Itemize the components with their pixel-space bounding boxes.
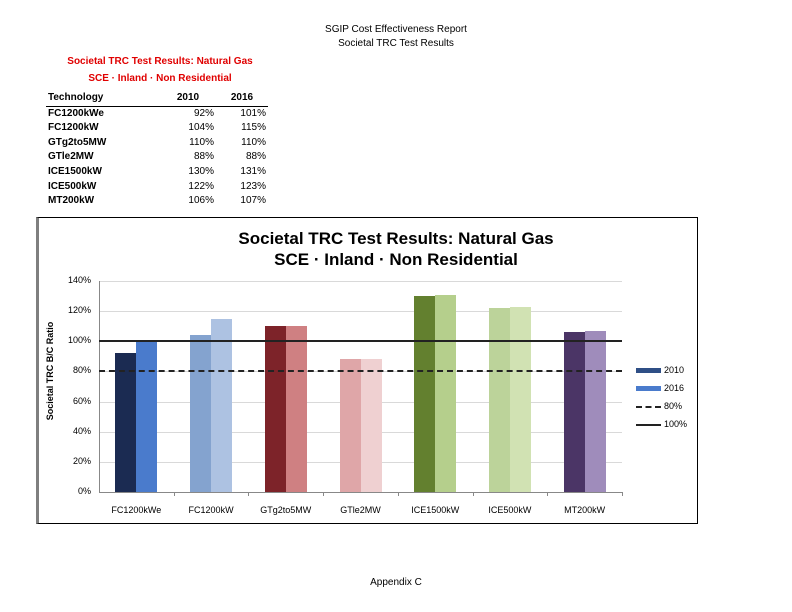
bar-2010-ICE500kW bbox=[489, 308, 510, 492]
technology-cell: GTle2MW bbox=[48, 151, 94, 163]
legend-item-2010 bbox=[636, 364, 684, 376]
value-2010-cell: 92% bbox=[193, 107, 214, 119]
x-tick bbox=[398, 492, 399, 496]
y-axis-label: Societal TRC B/C Ratio bbox=[45, 321, 55, 421]
value-2010-cell: 88% bbox=[193, 151, 214, 163]
bar-2016-GTg2to5MW bbox=[286, 326, 307, 492]
bar-2016-FC1200kW bbox=[211, 319, 232, 492]
bar-2010-GTle2MW bbox=[340, 359, 361, 492]
x-tick bbox=[248, 492, 249, 496]
legend-label: 2010 bbox=[664, 365, 685, 375]
chart-title: Societal TRC Test Results: Natural Gas bbox=[238, 229, 554, 248]
y-tick-label: 100% bbox=[67, 335, 91, 346]
legend-label: 100% bbox=[664, 419, 688, 429]
y-tick-label: 80% bbox=[72, 365, 91, 376]
bar-2016-GTle2MW bbox=[361, 359, 382, 492]
value-2016-cell: 131% bbox=[240, 165, 266, 177]
value-2016-cell: 123% bbox=[240, 180, 266, 192]
value-2016-cell: 101% bbox=[240, 107, 266, 119]
bar-2010-FC1200kW bbox=[190, 335, 211, 492]
table-header-row bbox=[46, 91, 268, 106]
bar-2016-FC1200kWe bbox=[136, 340, 157, 492]
x-tick bbox=[174, 492, 175, 496]
value-2016-cell: 107% bbox=[240, 195, 266, 207]
technology-cell: ICE500kW bbox=[48, 180, 97, 192]
legend-solid-line-icon bbox=[636, 424, 661, 426]
x-category-label: ICE1500kW bbox=[411, 505, 460, 515]
value-2010-cell: 122% bbox=[188, 180, 214, 192]
x-category-label: GTle2MW bbox=[340, 505, 381, 515]
table-row bbox=[46, 194, 268, 209]
table-row bbox=[46, 106, 268, 121]
table-row bbox=[46, 180, 268, 195]
reference-line-80pct bbox=[99, 370, 622, 372]
legend-item-2016 bbox=[636, 382, 684, 394]
x-tick bbox=[323, 492, 324, 496]
y-tick-label: 20% bbox=[72, 455, 91, 466]
bar-2010-MT200kW bbox=[564, 332, 585, 492]
x-tick bbox=[473, 492, 474, 496]
bar-2016-MT200kW bbox=[585, 331, 606, 492]
table-title: Societal TRC Test Results: Natural Gas bbox=[67, 56, 253, 67]
value-2016-cell: 115% bbox=[241, 122, 266, 134]
x-axis bbox=[99, 492, 622, 493]
bar-2016-ICE500kW bbox=[510, 307, 531, 492]
table-row bbox=[46, 150, 268, 165]
technology-cell: ICE1500kW bbox=[48, 165, 102, 177]
chart-subtitle: SCE · Inland · Non Residential bbox=[274, 250, 518, 269]
value-2010-cell: 110% bbox=[189, 136, 214, 148]
table-subtitle: SCE · Inland · Non Residential bbox=[88, 73, 232, 84]
bar-2010-FC1200kWe bbox=[115, 353, 136, 492]
x-category-label: FC1200kW bbox=[188, 505, 234, 515]
bar-2016-ICE1500kW bbox=[435, 295, 456, 492]
table-row bbox=[46, 121, 268, 136]
y-tick-label: 40% bbox=[72, 425, 91, 436]
y-axis bbox=[99, 281, 100, 492]
col-2016: 2016 bbox=[216, 91, 268, 106]
x-category-label: ICE500kW bbox=[488, 505, 532, 515]
x-tick bbox=[547, 492, 548, 496]
x-category-label: FC1200kWe bbox=[111, 505, 162, 515]
y-tick-label: 0% bbox=[77, 486, 91, 496]
results-table bbox=[46, 91, 268, 209]
col-2010: 2010 bbox=[160, 91, 216, 106]
value-2016-cell: 110% bbox=[241, 136, 266, 148]
legend-dashed-line-icon bbox=[636, 406, 661, 408]
value-2016-cell: 88% bbox=[245, 151, 266, 163]
y-tick-label: 120% bbox=[67, 305, 91, 316]
x-category-label: GTg2to5MW bbox=[260, 505, 312, 515]
technology-cell: MT200kW bbox=[48, 195, 95, 207]
table-row bbox=[46, 165, 268, 180]
y-tick-label: 140% bbox=[67, 275, 91, 285]
technology-cell: FC1200kW bbox=[48, 122, 99, 134]
x-tick bbox=[622, 492, 623, 496]
value-2010-cell: 106% bbox=[188, 195, 214, 207]
gridline bbox=[99, 311, 622, 312]
technology-cell: FC1200kWe bbox=[48, 107, 104, 119]
legend-item-80pct bbox=[636, 400, 682, 412]
legend-swatch bbox=[636, 368, 661, 373]
col-technology: Technology bbox=[46, 91, 160, 106]
technology-cell: GTg2to5MW bbox=[48, 136, 107, 148]
bar-2010-GTg2to5MW bbox=[265, 326, 286, 492]
legend-label: 80% bbox=[664, 401, 683, 411]
report-title: SGIP Cost Effectiveness Report bbox=[325, 24, 467, 35]
reference-line-100pct bbox=[99, 340, 622, 342]
page-footer: Appendix C bbox=[370, 577, 422, 588]
table-row bbox=[46, 136, 268, 151]
legend-swatch bbox=[636, 386, 661, 391]
value-2010-cell: 130% bbox=[188, 165, 214, 177]
legend-item-100pct bbox=[636, 418, 687, 430]
gridline bbox=[99, 281, 622, 282]
x-category-label: MT200kW bbox=[564, 505, 606, 515]
value-2010-cell: 104% bbox=[188, 122, 214, 134]
report-subtitle: Societal TRC Test Results bbox=[338, 38, 454, 49]
y-tick-label: 60% bbox=[72, 395, 91, 406]
bar-2010-ICE1500kW bbox=[414, 296, 435, 492]
legend-label: 2016 bbox=[664, 383, 685, 393]
